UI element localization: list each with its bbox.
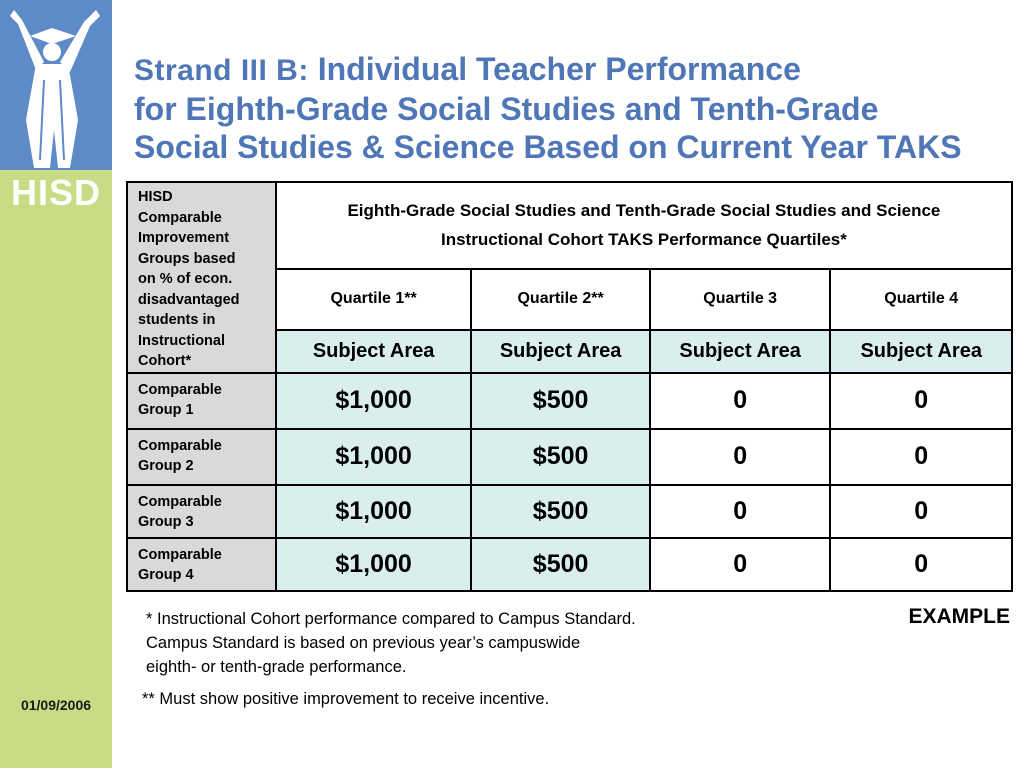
date-label: 01/09/2006 [20, 697, 92, 713]
table-row [127, 538, 1012, 591]
award-cell: 0 [830, 373, 1012, 429]
group-label [127, 485, 276, 538]
quartile-table [126, 181, 1013, 592]
table-row [127, 373, 1012, 429]
title-line-3: Social Studies & Science Based on Current Year TAKS [134, 129, 962, 165]
group-label-line: Group 3 [138, 514, 194, 530]
award-cell: $1,000 [276, 485, 471, 538]
corner-line: on % of econ. [138, 271, 233, 287]
corner-line: Cohort* [138, 353, 192, 369]
corner-line: Comparable [138, 209, 222, 226]
corner-line: Instructional [138, 332, 226, 349]
table-header-line-1: Eighth-Grade Social Studies and Tenth-Grade Social Studies and Science [347, 201, 941, 221]
award-cell: 0 [830, 538, 1012, 591]
footnote-1-line: * Instructional Cohort performance compared to Campus Standard. [146, 610, 636, 628]
award-cell: $500 [471, 538, 650, 591]
group-label [127, 373, 276, 429]
quartile-4-header: Quartile 4 [830, 269, 1012, 330]
corner-line: HISD [138, 189, 173, 205]
group-label-line: Group 2 [138, 458, 194, 474]
group-label-line: Comparable [138, 437, 222, 454]
subject-area-label: Subject Area [276, 330, 471, 372]
quartile-1-header: Quartile 1** [276, 269, 471, 330]
award-cell: 0 [650, 485, 831, 538]
title-line-1 [134, 50, 1014, 90]
logo-text: HISD [10, 172, 101, 213]
award-cell: $1,000 [276, 538, 471, 591]
award-cell: 0 [650, 538, 831, 591]
graduate-figure-icon [0, 0, 112, 170]
award-cell: 0 [830, 429, 1012, 485]
award-cell: $500 [471, 373, 650, 429]
award-cell: 0 [830, 485, 1012, 538]
sidebar [0, 0, 112, 768]
footnote-1 [146, 607, 766, 679]
group-label-line: Comparable [138, 546, 222, 563]
footnote-1-line: eighth- or tenth-grade performance. [146, 658, 407, 676]
title-line-2: for Eighth-Grade Social Studies and Tenth-Grade [134, 91, 879, 127]
group-label [127, 538, 276, 591]
example-label: EXAMPLE [908, 605, 1010, 628]
corner-line: Groups based [138, 250, 236, 267]
award-cell: $500 [471, 485, 650, 538]
quartile-3-header: Quartile 3 [650, 269, 831, 330]
footnote-2: ** Must show positive improvement to receive incentive. [142, 690, 550, 708]
table-header [276, 182, 1012, 269]
subject-area-label: Subject Area [650, 330, 831, 372]
logo [0, 0, 112, 170]
footnotes [142, 607, 766, 711]
group-label-line: Comparable [138, 381, 222, 398]
subject-area-label: Subject Area [830, 330, 1012, 372]
group-label-line: Group 4 [138, 567, 194, 583]
award-cell: $1,000 [276, 429, 471, 485]
page-title [134, 50, 1014, 166]
corner-line: Improvement [138, 230, 230, 246]
award-cell: 0 [650, 429, 831, 485]
title-line-1-rest: Individual Teacher Performance [317, 51, 801, 87]
footnote-1-line: Campus Standard is based on previous year’s campuswide [146, 634, 581, 652]
group-label [127, 429, 276, 485]
table-header-line-2: Instructional Cohort TAKS Performance Quartiles* [440, 230, 847, 250]
corner-line: disadvantaged [138, 291, 240, 308]
table-row [127, 485, 1012, 538]
title-prefix: Strand III B: [134, 54, 309, 87]
corner-header [127, 182, 276, 373]
subject-area-label: Subject Area [471, 330, 650, 372]
award-cell: $1,000 [276, 373, 471, 429]
group-label-line: Group 1 [138, 402, 194, 418]
table-row [127, 429, 1012, 485]
award-cell: $500 [471, 429, 650, 485]
quartile-2-header: Quartile 2** [471, 269, 650, 330]
corner-line: students in [138, 312, 216, 328]
award-cell: 0 [650, 373, 831, 429]
group-label-line: Comparable [138, 493, 222, 510]
